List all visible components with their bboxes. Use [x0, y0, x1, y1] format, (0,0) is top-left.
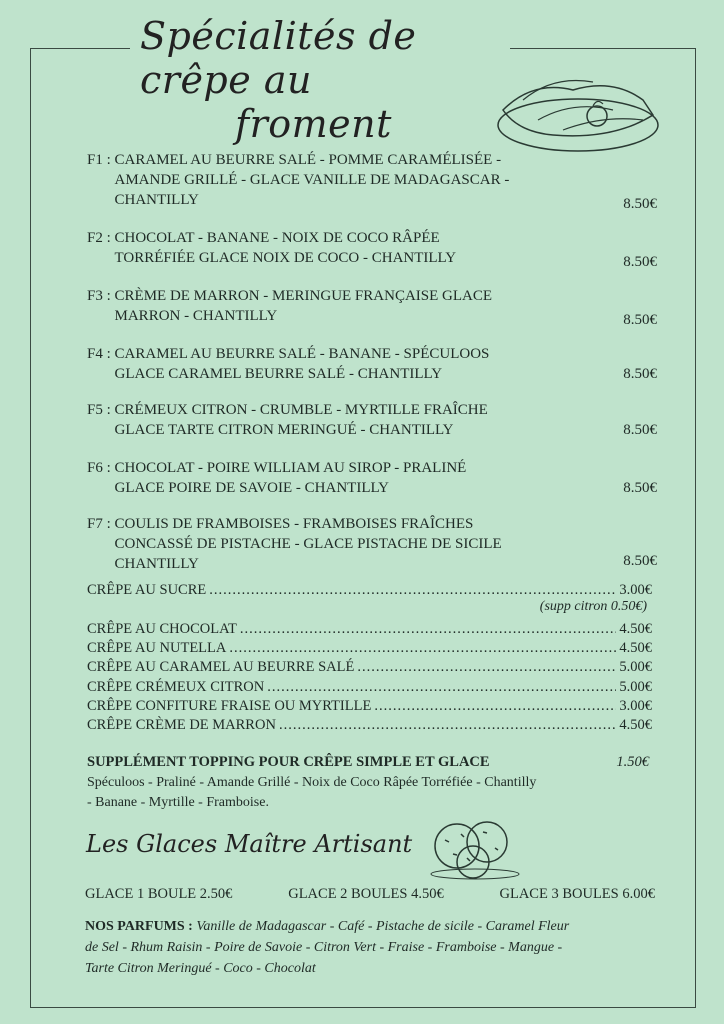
item-price: 8.50€	[623, 254, 657, 270]
crepe-price: 3.00€	[619, 582, 652, 598]
dot-leader	[279, 715, 616, 735]
crepe-caramel-row	[87, 657, 652, 677]
glace-3-boules: GLACE 3 BOULES 6.00€	[499, 886, 655, 902]
dot-leader	[209, 580, 616, 600]
crepe-price: 4.50€	[619, 717, 652, 733]
speciality-f2	[87, 228, 657, 268]
crepe-name: CRÊPE AU NUTELLA	[87, 640, 227, 656]
item-code: F6 :	[87, 460, 111, 476]
dot-leader	[229, 638, 616, 658]
parfums-text: Vanille de Madagascar - Café - Pistache de sicile - Caramel Fleur de Sel - Rhum Raisin - Poire de Savoie - Citron Vert - Fraise - Framboise - Mangue - Tarte Citron Meringué - Coco - Chocolat	[85, 919, 570, 976]
item-desc: CARAMEL AU BEURRE SALÉ - POMME CARAMÉLISÉE - AMANDE GRILLÉ - GLACE VANILLE DE MADAGASCAR - CHANTILLY	[114, 152, 510, 208]
crepe-plate-icon	[493, 70, 663, 160]
ice-cream-prices	[85, 886, 655, 903]
glaces-title: Les Glaces Maître Artisant	[86, 830, 413, 858]
dot-leader	[240, 619, 617, 639]
crepe-name: CRÊPE CONFITURE FRAISE OU MYRTILLE	[87, 698, 372, 714]
item-desc: COULIS DE FRAMBOISES - FRAMBOISES FRAÎCHES CONCASSÉ DE PISTACHE - GLACE PISTACHE DE SICILE CHANTILLY	[114, 516, 502, 572]
title-line-1: Spécialités de crêpe au	[140, 14, 417, 102]
topping-price: 1.50€	[616, 754, 649, 770]
crepe-price: 3.00€	[619, 698, 652, 714]
item-desc: CRÉMEUX CITRON - CRUMBLE - MYRTILLE FRAÎCHE GLACE TARTE CITRON MERINGUÉ - CHANTILLY	[114, 402, 488, 438]
crepe-chocolat-row	[87, 619, 652, 639]
crepe-marron-row	[87, 715, 652, 735]
parfums-label: NOS PARFUMS :	[85, 919, 193, 934]
item-desc: CHOCOLAT - BANANE - NOIX DE COCO RÂPÉE TORRÉFIÉE GLACE NOIX DE COCO - CHANTILLY	[114, 230, 457, 266]
crepe-name: CRÊPE CRÉMEUX CITRON	[87, 679, 265, 695]
speciality-f3	[87, 286, 657, 326]
page-title	[140, 14, 520, 146]
crepe-name: CRÊPE AU CHOCOLAT	[87, 621, 237, 637]
crepe-price: 5.00€	[619, 679, 652, 695]
speciality-f1	[87, 150, 657, 210]
topping-list: Spéculoos - Praliné - Amande Grillé - Noix de Coco Râpée Torréfiée - Chantilly - Banane - Myrtille - Framboise.	[87, 775, 537, 810]
item-price: 8.50€	[623, 553, 657, 569]
glace-1-boule: GLACE 1 BOULE 2.50€	[85, 886, 233, 902]
crepe-nutella-row	[87, 638, 652, 658]
speciality-f5	[87, 400, 657, 440]
item-code: F3 :	[87, 288, 111, 304]
title-line-2: froment	[235, 102, 392, 146]
item-code: F5 :	[87, 402, 111, 418]
crepe-name: CRÊPE AU CARAMEL AU BEURRE SALÉ	[87, 659, 355, 675]
item-code: F7 :	[87, 516, 111, 532]
item-desc: CRÈME DE MARRON - MERINGUE FRANÇAISE GLACE MARRON - CHANTILLY	[114, 288, 493, 324]
crepe-sucre-row	[87, 580, 652, 600]
parfums-list	[85, 916, 585, 979]
crepe-name: CRÊPE CRÈME DE MARRON	[87, 717, 276, 733]
supp-citron-note: (supp citron 0.50€)	[539, 599, 647, 614]
item-price: 8.50€	[623, 366, 657, 382]
item-code: F2 :	[87, 230, 111, 246]
dot-leader	[374, 696, 616, 716]
speciality-f7	[87, 514, 657, 574]
speciality-f4	[87, 344, 657, 384]
ice-cream-scoops-icon	[425, 818, 525, 880]
crepe-citron-row	[87, 677, 652, 697]
speciality-f6	[87, 458, 657, 498]
item-code: F4 :	[87, 346, 111, 362]
dot-leader	[267, 677, 616, 697]
crepe-confiture-row	[87, 696, 652, 716]
topping-heading: SUPPLÉMENT TOPPING POUR CRÊPE SIMPLE ET GLACE	[87, 754, 490, 770]
item-desc: CARAMEL AU BEURRE SALÉ - BANANE - SPÉCULOOS GLACE CARAMEL BEURRE SALÉ - CHANTILLY	[114, 346, 490, 382]
crepe-price: 4.50€	[619, 621, 652, 637]
item-price: 8.50€	[623, 480, 657, 496]
item-desc: CHOCOLAT - POIRE WILLIAM AU SIROP - PRALINÉ GLACE POIRE DE SAVOIE - CHANTILLY	[114, 460, 467, 496]
dot-leader	[357, 657, 616, 677]
glace-2-boules: GLACE 2 BOULES 4.50€	[288, 886, 444, 902]
item-price: 8.50€	[623, 196, 657, 212]
item-price: 8.50€	[623, 422, 657, 438]
crepe-price: 4.50€	[619, 640, 652, 656]
crepe-name: CRÊPE AU SUCRE	[87, 582, 207, 598]
item-price: 8.50€	[623, 312, 657, 328]
item-code: F1 :	[87, 152, 111, 168]
crepe-price: 5.00€	[619, 659, 652, 675]
